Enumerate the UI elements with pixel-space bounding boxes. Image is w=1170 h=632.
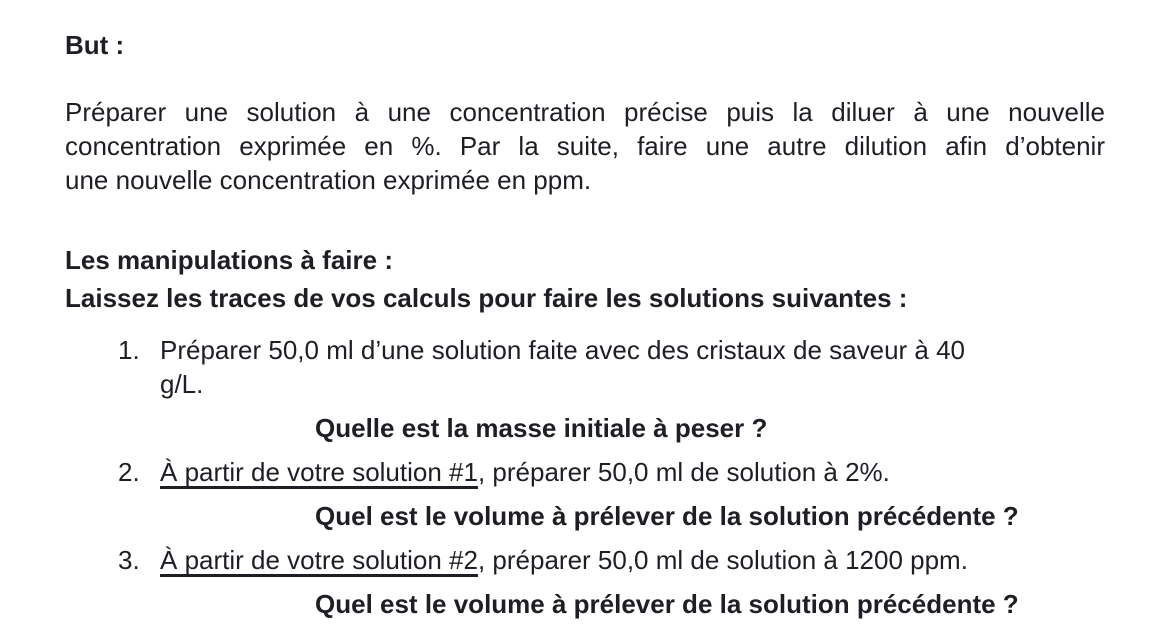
document-content — [65, 28, 1105, 621]
goal-paragraph-line-3: une nouvelle concentration exprimée en ppm. — [65, 165, 592, 195]
task-1-line-1: Préparer 50,0 ml d’une solution faite avec des cristaux de saveur à 40 — [160, 335, 966, 365]
task-list — [65, 333, 1105, 621]
task-2-number: 2. — [118, 457, 140, 487]
task-2-rest-text: , préparer 50,0 ml de solution à 2%. — [477, 457, 890, 487]
task-3-underlined-phrase: À partir de votre solution #2 — [160, 545, 478, 575]
task-2-text — [160, 455, 1105, 489]
task-item-1 — [65, 333, 1105, 401]
task-3-text — [160, 543, 1105, 577]
task-2-question: Quel est le volume à prélever de la solution précédente ? — [315, 501, 1019, 531]
traces-heading: Laissez les traces de vos calculs pour faire les solutions suivantes : — [65, 283, 908, 313]
task-1-question: Quelle est la masse initiale à peser ? — [315, 413, 768, 443]
manipulations-heading: Les manipulations à faire : — [65, 245, 393, 275]
task-3-number: 3. — [118, 545, 140, 575]
task-item-3 — [65, 543, 1105, 577]
goal-paragraph-line-2: concentration exprimée en %. Par la suite, faire une autre dilution afin d’obtenir — [65, 131, 1105, 161]
task-1-text — [160, 333, 1105, 401]
goal-paragraph-line-1: Préparer une solution à une concentration précise puis la diluer à une nouvelle — [65, 97, 1105, 127]
task-item-2 — [65, 455, 1105, 489]
task-1-line-2: g/L. — [160, 369, 204, 399]
task-3-rest-text: , préparer 50,0 ml de solution à 1200 ppm. — [477, 545, 968, 575]
task-2-underlined-phrase: À partir de votre solution #1 — [160, 457, 478, 487]
goal-paragraph — [65, 95, 1105, 197]
task-3-question: Quel est le volume à prélever de la solution précédente ? — [315, 589, 1019, 619]
task-1-number: 1. — [118, 335, 140, 365]
goal-heading: But : — [65, 30, 125, 60]
